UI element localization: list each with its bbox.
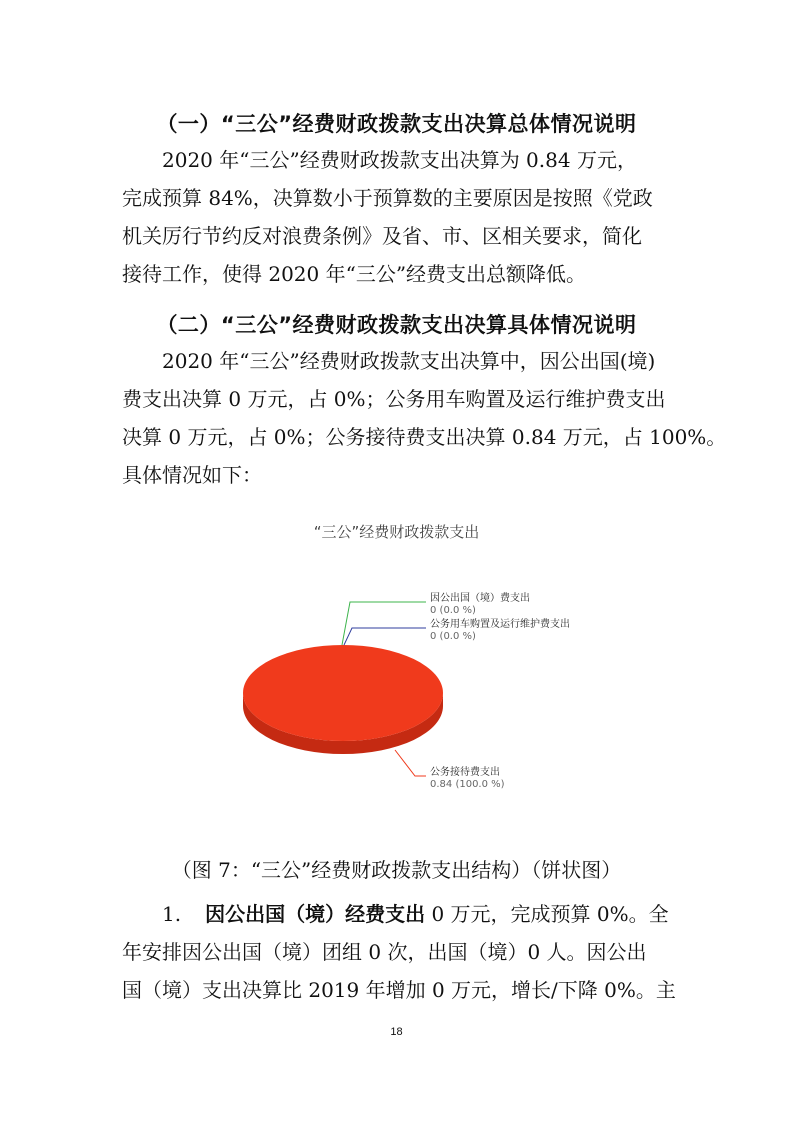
page-number: 18	[390, 1026, 403, 1038]
slice-name-label: 因公出国（境）费支出	[430, 593, 530, 604]
leader-line-3	[395, 750, 426, 776]
leader-line-1	[342, 602, 426, 645]
paragraph-line	[122, 895, 670, 933]
slice-value-label: 0.84 (100.0 %)	[430, 779, 505, 790]
chart-title: “三公”经费财政拨款支出	[313, 523, 480, 541]
paragraph-line: 接待工作，使得 2020 年“三公”经费支出总额降低。	[122, 262, 587, 286]
item-text: 0 万元，完成预算 0%。全	[425, 902, 669, 926]
section-1-heading: （一）“三公”经费财政拨款支出决算总体情况说明	[156, 112, 637, 136]
item-1-paragraph	[122, 895, 676, 1009]
section-2-paragraph	[122, 342, 727, 494]
item-title: 因公出国（境）经费支出	[205, 902, 426, 926]
figure-caption: （图 7：“三公”经费财政拨款支出结构）（饼状图）	[171, 858, 622, 882]
paragraph-line: 年安排因公出国（境）团组 0 次，出国（境）0 人。因公出	[122, 940, 647, 964]
leader-line-2	[344, 628, 426, 645]
pie-slice-3	[243, 645, 443, 741]
slice-value-label: 0 (0.0 %)	[430, 605, 476, 616]
section-1-paragraph	[122, 141, 670, 293]
pie-chart	[0, 560, 793, 810]
paragraph-line: 完成预算 84%，决算数小于预算数的主要原因是按照《党政	[122, 186, 653, 210]
paragraph-line: 机关厉行节约反对浪费条例》及省、市、区相关要求，简化	[122, 224, 642, 248]
item-number: 1.	[162, 902, 182, 926]
paragraph-line: 费支出决算 0 万元，占 0%；公务用车购置及运行维护费支出	[122, 387, 666, 411]
slice-value-label: 0 (0.0 %)	[430, 631, 476, 642]
paragraph-line: 国（境）支出决算比 2019 年增加 0 万元，增长/下降 0%。主	[122, 978, 676, 1002]
slice-name-label: 公务用车购置及运行维护费支出	[430, 619, 570, 630]
paragraph-line: 具体情况如下：	[122, 463, 262, 487]
paragraph-line: 决算 0 万元，占 0%；公务接待费支出决算 0.84 万元，占 100%。	[122, 425, 727, 449]
paragraph-line: 2020 年“三公”经费财政拨款支出决算为 0.84 万元，	[162, 148, 637, 172]
section-2-heading: （二）“三公”经费财政拨款支出决算具体情况说明	[156, 313, 637, 337]
slice-name-label: 公务接待费支出	[430, 767, 500, 778]
paragraph-line: 2020 年“三公”经费财政拨款支出决算中，因公出国(境)	[162, 349, 656, 373]
